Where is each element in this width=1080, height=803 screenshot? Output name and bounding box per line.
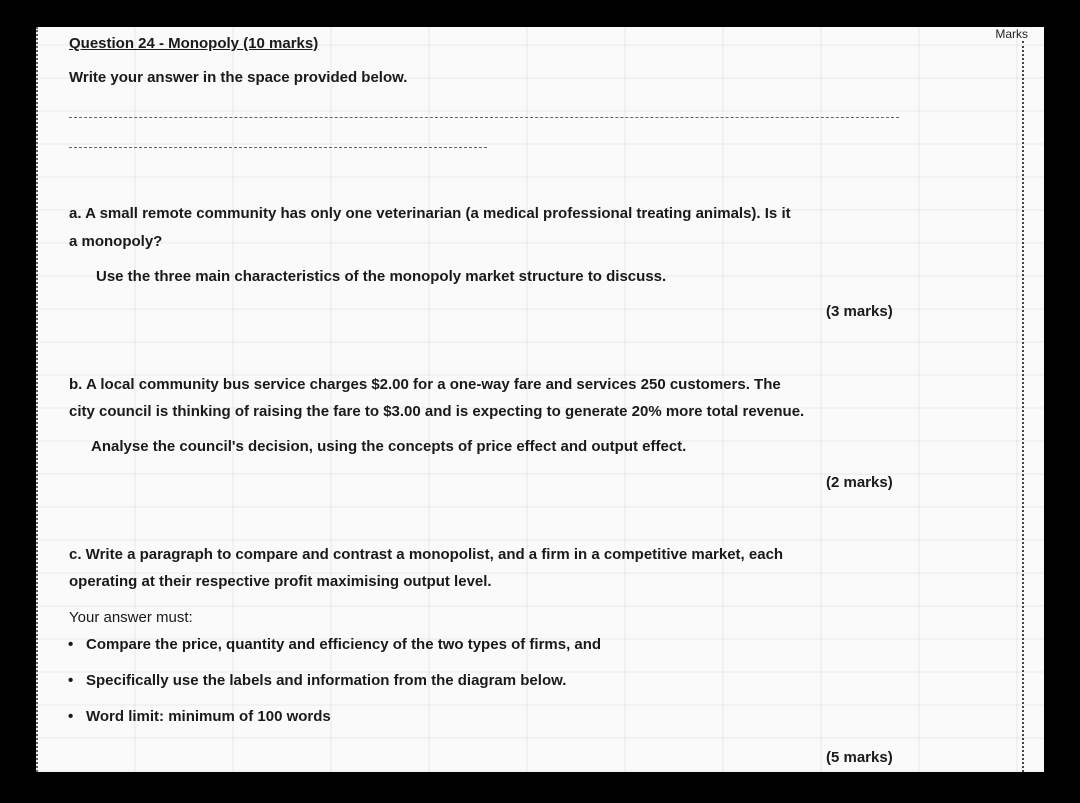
marks-margin-line xyxy=(1022,41,1024,772)
part-c-line-1: c. Write a paragraph to compare and contrast a monopolist, and a firm in a competitive market, each xyxy=(69,546,784,563)
requirement-bullet: • Compare the price, quantity and efficiency of the two types of firms, and xyxy=(86,636,601,653)
question-title: Question 24 - Monopoly (10 marks) xyxy=(69,35,319,52)
requirement-bullet: • Specifically use the labels and information from the diagram below. xyxy=(86,672,566,689)
requirement-bullet: • Word limit: minimum of 100 words xyxy=(86,708,331,725)
instruction-text: Write your answer in the space provided below. xyxy=(69,69,408,86)
marks-column-heading: Marks xyxy=(995,27,1028,41)
part-a-prompt: Use the three main characteristics of the monopoly market structure to discuss. xyxy=(96,268,667,285)
part-c-marks: (5 marks) xyxy=(826,749,893,766)
part-b-line-2: city council is thinking of raising the fare to $3.00 and is expecting to generate 20% more total revenue. xyxy=(69,403,805,420)
part-a-marks: (3 marks) xyxy=(826,303,893,320)
requirements-heading: Your answer must: xyxy=(69,609,193,626)
answer-line-1 xyxy=(69,117,899,118)
part-c-line-2: operating at their respective profit maximising output level. xyxy=(69,573,492,590)
part-b-prompt: Analyse the council's decision, using the concepts of price effect and output effect. xyxy=(91,438,687,455)
exam-page xyxy=(36,27,1044,772)
answer-line-2 xyxy=(69,147,487,148)
part-b-line-1: b. A local community bus service charges $2.00 for a one-way fare and services 250 customers. The xyxy=(69,376,781,393)
part-a-line-1: a. A small remote community has only one veterinarian (a medical professional treating animals). Is it xyxy=(69,205,791,222)
left-margin-dots xyxy=(36,27,38,772)
part-a-line-2: a monopoly? xyxy=(69,233,163,250)
part-b-marks: (2 marks) xyxy=(826,474,893,491)
